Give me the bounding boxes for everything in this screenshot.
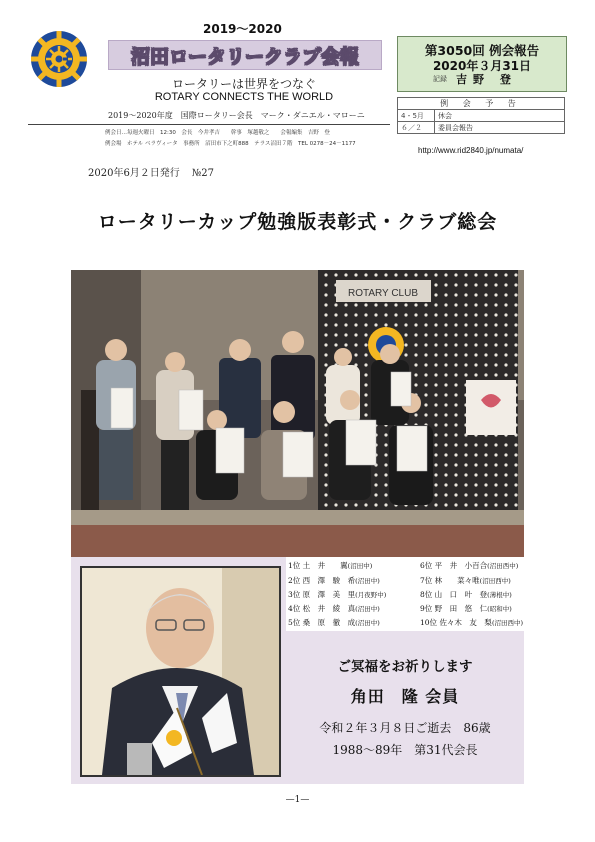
schedule-heading: 例 会 予 告 — [398, 98, 565, 110]
memorial-portrait-photo — [80, 566, 281, 777]
ranking-entry: 7位 林 菜々唯(沼田西中) — [420, 576, 511, 585]
schedule-item: 休会 — [435, 110, 565, 122]
ranking-entry: 3位 原 澤 美 里(月夜野中) — [288, 590, 387, 599]
newsletter-title: 沼田ロータリークラブ会報 — [130, 45, 359, 68]
slogan-japanese: ロータリーは世界をつなぐ — [171, 77, 316, 91]
meeting-report-box — [397, 36, 567, 92]
rankings-list — [286, 557, 542, 631]
deceased-member-name: 角田 隆 会員 — [350, 687, 460, 706]
issue-info — [88, 164, 214, 179]
meeting-info-line: 例会日…毎週火曜日 12:30 会長 今井孝吉 幹事 塚越敬之 会報編集 吉野 登 — [105, 130, 330, 136]
ranking-entry: 8位 山 口 叶 登(薄根中) — [420, 590, 512, 599]
ranking-entry: 2位 西 澤 駿 希(沼田中) — [288, 576, 380, 585]
schedule-row — [398, 122, 565, 134]
schedule-row — [398, 110, 565, 122]
issue-number: №27 — [191, 168, 214, 179]
date-of-passing: 令和２年３月８日ご逝去 86歳 — [319, 721, 491, 735]
issue-date: 2020年6月２日発行 — [88, 168, 180, 179]
award-ceremony-photo — [71, 270, 524, 557]
condolence-title: ご冥福をお祈りします — [337, 659, 473, 675]
report-date: 2020年３月31日 — [432, 59, 532, 73]
club-website-link[interactable]: http://www.rid2840.jp/numata/ — [418, 146, 524, 155]
recorder-name: 吉野 登 — [456, 73, 517, 86]
article-headline: ロータリーカップ勉強版表彰式・クラブ総会 — [97, 211, 498, 233]
fiscal-years: 2019～2020 — [203, 22, 282, 36]
ranking-entry: 10位 佐々木 友 梨(沼田西中) — [420, 618, 524, 627]
ranking-entry: 9位 野 田 悠 仁(昭和中) — [420, 604, 512, 613]
report-title: 第3050回 例会報告 — [424, 43, 540, 58]
newsletter-title-banner — [108, 40, 382, 70]
header-divider — [28, 124, 390, 125]
ranking-entry: 5位 桑 原 徹 成(沼田中) — [288, 618, 380, 627]
presidential-term: 1988～89年 第31代会長 — [332, 743, 478, 757]
ranking-entry: 6位 平 井 小百合(沼田西中) — [420, 561, 519, 570]
ranking-entry: 4位 松 井 綾 真(沼田中) — [288, 604, 380, 613]
slogan-english: ROTARY CONNECTS THE WORLD — [154, 91, 334, 103]
rotary-wheel-logo — [30, 30, 88, 88]
recorder-label: 記録 — [433, 75, 447, 83]
ri-president-line: 2019～2020年度 国際ロータリー会長 マーク・ダニエル・マローニ — [108, 111, 365, 120]
schedule-item: 委員会報告 — [435, 122, 565, 134]
office-info-line: 例会場 ホテル ベラヴィータ 事務所 沼田市下之町888 テラス沼田７階 TEL 0278－24－1177 — [105, 141, 356, 147]
memorial-portrait-art — [82, 568, 279, 775]
award-ceremony-photo-art — [71, 270, 524, 557]
ranking-entry: 1位 土 井 翼(沼田中) — [288, 561, 373, 570]
page-number: —1— — [285, 795, 310, 805]
schedule-date: 4・5月 — [398, 110, 435, 122]
meeting-schedule-table — [397, 97, 565, 134]
schedule-date: ６／２ — [398, 122, 435, 134]
photo-sign-text: ROTARY CLUB — [347, 288, 419, 299]
